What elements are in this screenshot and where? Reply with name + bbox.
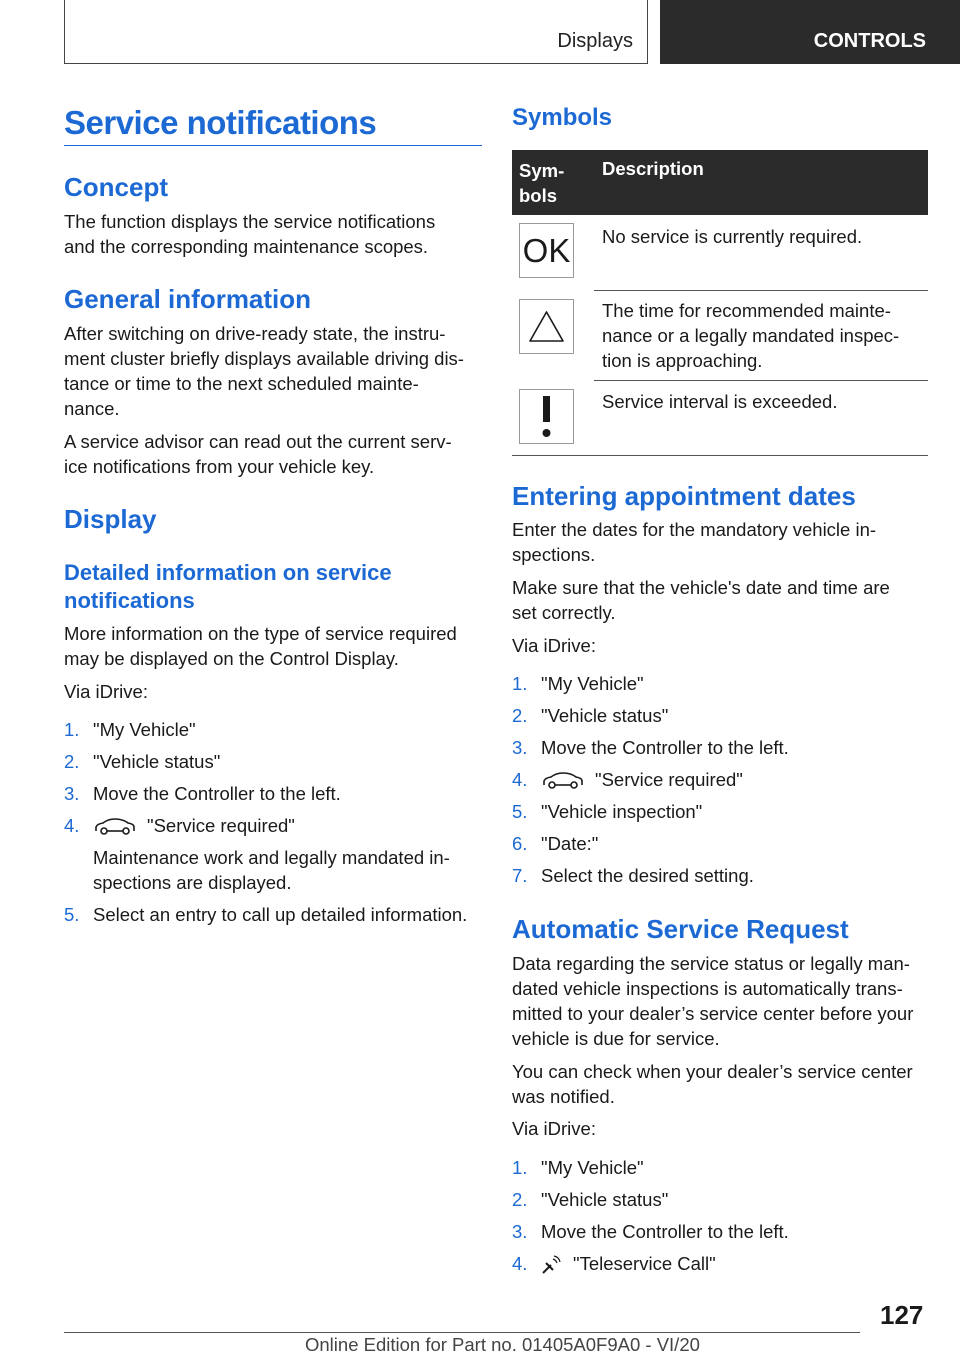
teleservice-icon [541,1255,561,1275]
symbols-heading: Symbols [512,104,613,131]
list-number: 4. [512,1253,528,1274]
warning-triangle-icon [519,299,574,354]
list-text: Move the Controller to the left. [93,783,341,804]
list-text: "Date:" [541,833,599,854]
list-number: 3. [64,783,80,804]
car-icon [93,817,137,837]
general-heading: General information [64,284,312,314]
via-idrive-label: Via iDrive: [512,635,596,656]
footer-rule [64,1332,860,1333]
table-row-description: The time for recommended mainte- [602,300,891,321]
list-number: 1. [512,1157,528,1178]
list-number: 2. [512,1189,528,1210]
list-text: "Service required" [147,815,295,836]
list-text: "My Vehicle" [541,1157,644,1178]
table-header-symbols [519,158,564,208]
list-text: Select the desired setting. [541,865,754,886]
table-row-divider [594,380,928,381]
page-number: 127 [880,1300,924,1330]
list-number: 2. [64,751,80,772]
title-rule [64,145,482,146]
general-line: A service advisor can read out the current serv- [64,431,452,452]
via-idrive-label: Via iDrive: [64,681,148,702]
list-text-with-icon [93,813,295,839]
entering-line: Make sure that the vehicle's date and time are [512,577,890,598]
ok-symbol-text: OK [522,232,571,269]
concept-heading: Concept [64,172,168,202]
list-text: Move the Controller to the left. [541,1221,789,1242]
table-row-description: nance or a legally mandated inspec- [602,325,900,346]
entering-line: set correctly. [512,602,616,623]
list-text: spections are displayed. [93,872,292,893]
entering-heading: Entering appointment dates [512,481,856,511]
table-row-divider [594,290,928,291]
list-number: 5. [512,801,528,822]
table-header-description: Description [602,158,704,179]
asr-line: You can check when your dealer’s service center [512,1061,913,1082]
display-heading: Display [64,504,157,534]
detailed-heading: Detailed information on service [64,560,392,585]
table-row-description: Service interval is exceeded. [602,391,838,412]
list-text: Move the Controller to the left. [541,737,789,758]
table-bottom-rule [512,455,928,456]
list-number: 6. [512,833,528,854]
symbols-table-header [512,150,928,215]
asr-line: dated vehicle inspections is automatically trans- [512,978,903,999]
detailed-line: may be displayed on the Control Display. [64,648,399,669]
table-header-symbols-line: Sym- [519,160,565,181]
asr-heading: Automatic Service Request [512,914,849,944]
list-text: "Service required" [595,769,743,790]
asr-line: was notified. [512,1086,615,1107]
list-number: 4. [64,815,80,836]
list-number: 3. [512,737,528,758]
general-line: ice notifications from your vehicle key. [64,456,375,477]
entering-line: spections. [512,544,596,565]
header-section-box [64,0,648,64]
general-line: After switching on drive-ready state, the instru- [64,323,446,344]
list-text: Maintenance work and legally mandated in- [93,847,450,868]
via-idrive-label: Via iDrive: [512,1118,596,1139]
header-chapter-tab: CONTROLS [660,0,960,64]
ok-icon [519,223,574,278]
footer-edition: Online Edition for Part no. 01405A0F9A0 - VI/20 [305,1334,700,1355]
list-number: 1. [64,719,80,740]
list-number: 2. [512,705,528,726]
general-line: nance. [64,398,120,419]
table-row-description: tion is approaching. [602,350,763,371]
list-number: 5. [64,904,80,925]
asr-line: mitted to your dealer’s service center before your [512,1003,914,1024]
list-text-with-icon [541,767,743,793]
list-text: Select an entry to call up detailed information. [93,904,468,925]
list-number: 7. [512,865,528,886]
list-text: "My Vehicle" [93,719,196,740]
list-text: "Vehicle status" [541,705,669,726]
concept-line: The function displays the service notifications [64,211,436,232]
general-line: ment cluster briefly displays available driving dis- [64,348,464,369]
exclamation-icon [519,389,574,444]
list-number: 4. [512,769,528,790]
asr-line: Data regarding the service status or legally man- [512,953,910,974]
list-text: "Vehicle status" [541,1189,669,1210]
table-row-description: No service is currently required. [602,226,863,247]
detailed-line: More information on the type of service required [64,623,457,644]
entering-line: Enter the dates for the mandatory vehicle in- [512,519,877,540]
header-section-title: Displays [557,30,633,52]
list-text: "Vehicle inspection" [541,801,703,822]
list-text: "Teleservice Call" [573,1253,716,1274]
general-line: tance or time to the next scheduled mainte- [64,373,419,394]
list-number: 3. [512,1221,528,1242]
list-text: "Vehicle status" [93,751,221,772]
concept-line: and the corresponding maintenance scopes. [64,236,429,257]
list-text: "My Vehicle" [541,673,644,694]
page-title: Service notifications [64,104,377,141]
list-number: 1. [512,673,528,694]
car-icon [541,771,585,791]
table-header-symbols-line: bols [519,185,558,206]
asr-line: vehicle is due for service. [512,1028,720,1049]
detailed-heading: notifications [64,588,195,613]
list-text-with-icon [541,1251,716,1277]
